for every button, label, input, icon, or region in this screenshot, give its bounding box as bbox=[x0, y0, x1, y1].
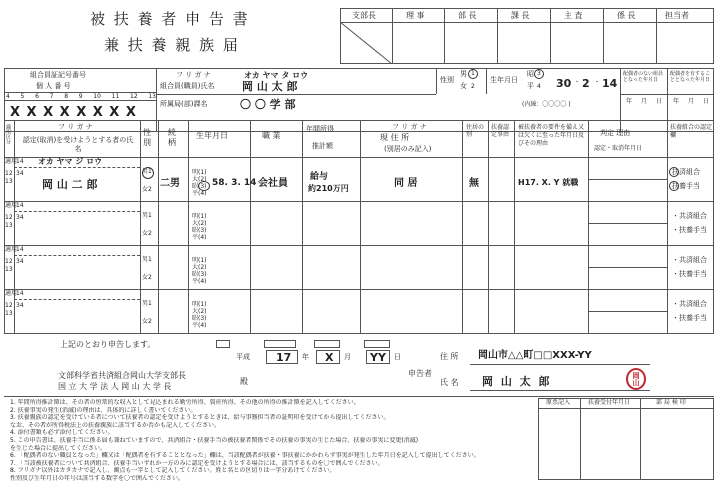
note-item: 6. 「配偶者のない職員となった」欄又は「配偶者を有することとなった」欄は、当該配偶者が扶養・事扶養にかかわらず事実が発生した年月日を記入して提出してください。 bbox=[10, 452, 480, 460]
birth-era-codes: 明(1) 大(2) 昭(3) 平(4) bbox=[192, 213, 207, 241]
birth-year-dot: ・ bbox=[574, 79, 581, 86]
member-number-label: 組合員証記号番号 bbox=[30, 71, 86, 79]
address-value: 岡山市△△町□□XXX-YY bbox=[478, 350, 592, 361]
note-item: 3. 扶養親族の認定を受けている者について扶養者の認定を受けようとするときは、給与事務担当者の証明印を受けてから提出してください。 bbox=[10, 414, 390, 422]
member-birth-day: 14 bbox=[602, 77, 618, 90]
judge-subdivider bbox=[588, 267, 667, 268]
addressee-line1: 文部科学省共済組合岡山大学支部長 bbox=[58, 371, 186, 380]
era-selected-circle bbox=[198, 181, 210, 191]
declaration-text: 上記のとおり申告します。 bbox=[60, 340, 156, 349]
spouse-b-month: 月 bbox=[688, 98, 695, 105]
gender-female-code: 2 bbox=[471, 83, 475, 90]
header-living: 住居の別 bbox=[466, 124, 485, 138]
birth-era-codes: 明(1) 大(2) 昭(3) 平(4) bbox=[192, 169, 207, 197]
form-title-line1: 被 扶 養 者 申 告 書 bbox=[90, 10, 250, 28]
digit-index: 11 bbox=[111, 93, 120, 100]
spouse-a-day: 日 bbox=[656, 98, 663, 105]
spouse-note-a: 配偶者のない組員となった年月日 bbox=[623, 71, 664, 83]
benefit-option-a: ・共済組合 bbox=[672, 300, 707, 308]
name-label: 氏 名 bbox=[440, 378, 459, 387]
digit-index: 12 bbox=[130, 93, 138, 100]
dependent-reason: H17. X. Y 就職 bbox=[518, 178, 579, 187]
member-birth-year: 30 bbox=[556, 77, 572, 90]
footer-box-label: 部 局 検 印 bbox=[656, 399, 686, 406]
benefit-option-a: 扶済組合 bbox=[672, 168, 700, 176]
approval-header-0: 支部長 bbox=[352, 11, 376, 20]
birth-era-codes: 明(1) 大(2) 昭(3) 平(4) bbox=[192, 301, 207, 329]
benefit-option-b: ・扶養手当 bbox=[672, 226, 707, 234]
dependent-relation: 二男 bbox=[160, 178, 180, 189]
date-month: X bbox=[325, 351, 334, 364]
era-heisei: 平 bbox=[527, 82, 534, 90]
row-subdivider bbox=[14, 167, 140, 168]
row-code-b: 12 bbox=[5, 170, 13, 177]
spouse-a-month: 月 bbox=[641, 98, 648, 105]
header-benefit: 扶養組合の認定欄 bbox=[670, 124, 713, 139]
row-code-c: 13 bbox=[5, 178, 13, 185]
digit-index: 13 bbox=[148, 93, 156, 100]
member-name: 岡 山 太 郎 bbox=[242, 80, 298, 93]
date-month-unit: 月 bbox=[344, 353, 351, 361]
header-address-sub: (別居のみ記入) bbox=[384, 145, 432, 153]
benefit-selected-circle-b bbox=[669, 181, 679, 191]
benefit-option-b: ・扶養手当 bbox=[672, 314, 707, 322]
footer-box-label: 扶養受付年月日 bbox=[588, 399, 631, 406]
digit-index: 4 bbox=[6, 93, 10, 100]
judge-subdivider bbox=[588, 311, 667, 312]
personal-seal bbox=[626, 368, 646, 390]
header-birth: 生年月日 bbox=[196, 131, 228, 140]
judge-subdivider bbox=[588, 223, 667, 224]
header-name: 認定(取消)を受けようとする者の氏名 bbox=[22, 136, 134, 153]
digit-index: 6 bbox=[35, 93, 39, 100]
birth-era-codes: 明(1) 大(2) 昭(3) 平(4) bbox=[192, 257, 207, 285]
benefit-option-a: ・共済組合 bbox=[672, 256, 707, 264]
gender-male-code: 1 bbox=[471, 70, 475, 77]
judge-subdivider bbox=[588, 179, 667, 180]
form-title-line2: 兼 扶 養 親 族 届 bbox=[104, 36, 240, 54]
row-code-b: 12 bbox=[5, 258, 13, 265]
member-furigana: オカ ヤマ タ ロウ bbox=[244, 71, 309, 80]
header-address: 現 住 所 bbox=[380, 133, 410, 142]
header-job: 職 業 bbox=[262, 131, 281, 140]
dependent-address: 同 居 bbox=[394, 178, 418, 189]
digit-index-row bbox=[6, 93, 156, 100]
addressee-suffix: 殿 bbox=[240, 377, 248, 386]
era-showa: 昭 bbox=[527, 70, 534, 78]
row-code-a: 14 bbox=[16, 202, 24, 209]
row-code-c: 13 bbox=[5, 310, 13, 317]
benefit-selected-circle-a bbox=[669, 167, 679, 177]
date-year: 17 bbox=[276, 351, 292, 364]
gender-female-option: 女2 bbox=[142, 230, 152, 237]
header-other: 扶養認定事由 bbox=[491, 124, 510, 138]
approval-header-1: 理 事 bbox=[406, 11, 425, 20]
row-subdivider bbox=[14, 255, 140, 256]
member-birth-month: 2 bbox=[582, 77, 590, 90]
dependent-job: 会社員 bbox=[258, 178, 288, 189]
row-subdivider bbox=[14, 299, 140, 300]
gender-female-option: 女2 bbox=[142, 318, 152, 325]
note-item: 7. 「当該被扶養者について共済組合、扶養手当いずれか一方のみに認定を受けようとする場合には、該当するものを〇で囲んでください。 bbox=[10, 459, 384, 467]
member-number-value: X X X X X X X X bbox=[10, 105, 137, 120]
approval-header-2: 部 長 bbox=[458, 11, 477, 20]
spouse-b-day: 日 bbox=[703, 98, 710, 105]
personal-number-label: 個 人 番 号 bbox=[36, 82, 71, 90]
row-type-label: 適用 bbox=[5, 290, 18, 297]
extension-label: (内線：〇〇〇〇 ) bbox=[522, 101, 571, 108]
row-divider bbox=[4, 289, 714, 290]
header-gender: 性別 bbox=[143, 128, 151, 147]
row-divider bbox=[4, 201, 714, 202]
gender-female-option: 女2 bbox=[142, 186, 152, 193]
note-item: を生じた場合に提出してください。 bbox=[10, 444, 107, 452]
note-item: なお、その者が所得税法上の扶養親族に該当するか否かも記入してください。 bbox=[10, 421, 221, 429]
date-code-box-4 bbox=[364, 340, 390, 348]
spouse-a-year: 年 bbox=[626, 98, 633, 105]
row-code-a: 14 bbox=[16, 158, 24, 165]
approval-header-3: 課 長 bbox=[511, 11, 530, 20]
seal-text: 岡山 bbox=[632, 372, 640, 386]
dependent-income-label: 給与 bbox=[310, 172, 329, 182]
addressee-line2: 国 立 大 学 法 人 岡 山 大 学 長 bbox=[58, 382, 172, 391]
date-code-box-2 bbox=[264, 340, 296, 348]
gender-male: 男 bbox=[460, 70, 467, 78]
member-furigana-label: フ リ ガ ナ bbox=[176, 71, 211, 79]
row-subdivider bbox=[14, 211, 140, 212]
footer-box-label: 原票記入 bbox=[546, 399, 571, 406]
date-code-box-1 bbox=[216, 340, 230, 348]
row-divider bbox=[4, 245, 714, 246]
dept-value: 〇 〇 学 部 bbox=[240, 98, 296, 111]
row-code-b: 12 bbox=[5, 214, 13, 221]
header-income-sub: 推計額 bbox=[312, 142, 333, 150]
row-type-label: 適用 bbox=[5, 246, 18, 253]
header-relation: 続柄 bbox=[168, 128, 176, 147]
era-code: 3 bbox=[537, 70, 541, 77]
gender-female: 女 bbox=[460, 82, 467, 90]
gender-male-option: 男1 bbox=[142, 168, 152, 175]
gender-label: 性別 bbox=[440, 76, 454, 84]
dept-label: 所属局(部)課名 bbox=[160, 100, 208, 108]
header-reason: 被扶養者の要件を備え又は欠くに至った年月日及びその理由 bbox=[518, 124, 585, 147]
gender-selected-circle bbox=[142, 167, 154, 179]
notes-list bbox=[10, 399, 534, 483]
row-code-d: 34 bbox=[16, 170, 24, 177]
digit-index: 9 bbox=[78, 93, 83, 100]
date-day: YY bbox=[370, 351, 386, 364]
row-type-label: 適用 bbox=[5, 202, 18, 209]
address-label: 住 所 bbox=[440, 352, 459, 361]
era-code-heisei: 4 bbox=[537, 83, 541, 90]
note-item: 性別及び生年月日の年号は該当する数字を〇で囲んでください。 bbox=[10, 474, 185, 482]
gender-male-option: 男1 bbox=[142, 300, 152, 307]
note-item: 4. 添付書類も必ず添付してください。 bbox=[10, 429, 114, 437]
date-code-box-3 bbox=[314, 340, 340, 348]
row-code-b: 12 bbox=[5, 302, 13, 309]
applicant-label: 申告者 bbox=[408, 369, 432, 378]
note-item: 1. 年間所得推計額は、その者の恒常的な収入として見込まれる勤労所得、資産所得、その他の所得の推計額を記入してください。 bbox=[10, 399, 360, 406]
row-code-d: 34 bbox=[16, 302, 24, 309]
digit-index: 10 bbox=[93, 93, 101, 100]
note-item: 2. 扶養事実の発生(消滅)の理由は、具体的に詳しく書いてください。 bbox=[10, 406, 197, 414]
dependent-birth-date: 58. 3. 14 bbox=[212, 178, 257, 188]
footer-box-frame bbox=[538, 398, 714, 480]
row-code-a: 14 bbox=[16, 290, 24, 297]
approval-header-6: 担当者 bbox=[665, 11, 689, 20]
row-code-d: 34 bbox=[16, 258, 24, 265]
digit-index: 8 bbox=[64, 93, 69, 100]
gender-male-option: 男1 bbox=[142, 256, 152, 263]
birth-month-dot: ・ bbox=[594, 79, 601, 86]
digit-index: 7 bbox=[49, 93, 54, 100]
benefit-option-b: 扶養手当 bbox=[672, 182, 700, 190]
spouse-b-year: 年 bbox=[673, 98, 680, 105]
gender-male-option: 男1 bbox=[142, 212, 152, 219]
dependent-name: 岡 山 二 郎 bbox=[42, 178, 98, 191]
approval-header-5: 係 長 bbox=[617, 11, 636, 20]
spouse-note-b: 配偶者を有することとなった年月日 bbox=[670, 71, 711, 83]
benefit-option-a: ・共済組合 bbox=[672, 212, 707, 220]
member-name-label: 組合員(職員)氏名 bbox=[160, 82, 215, 90]
dependent-living: 無 bbox=[469, 178, 479, 189]
row-code-a: 14 bbox=[16, 246, 24, 253]
gender-female-option: 女2 bbox=[142, 274, 152, 281]
dependent-furigana: オカ ヤマ ジ ロウ bbox=[38, 157, 103, 166]
digit-index: 5 bbox=[20, 93, 25, 100]
note-item: 5. この申告書は、扶養手当に係る届も兼ねていますので、共済組合・扶養手当の被扶養者関係でその扶養の事実の生じた場合、扶養の事実に変更(消滅) bbox=[10, 436, 419, 444]
header-furigana: フ リ ガ ナ bbox=[58, 123, 93, 131]
applicant-name: 岡 山 太 郎 bbox=[482, 375, 552, 388]
date-year-unit: 年 bbox=[302, 353, 309, 361]
date-era: 平成 bbox=[236, 353, 250, 361]
date-day-unit: 日 bbox=[394, 353, 401, 361]
dependent-income: 約210万円 bbox=[308, 184, 349, 193]
row-code-d: 34 bbox=[16, 214, 24, 221]
approval-diagonal bbox=[340, 22, 392, 64]
benefit-option-b: ・扶養手当 bbox=[672, 270, 707, 278]
row-code-c: 13 bbox=[5, 222, 13, 229]
header-address-furigana: フ リ ガ ナ bbox=[392, 123, 427, 131]
member-birth-label: 生年月日 bbox=[490, 76, 518, 84]
header-income: 年間所得 bbox=[306, 125, 334, 133]
header-type: 適用区分 bbox=[5, 124, 11, 144]
header-judge: 判定 理由 bbox=[600, 129, 631, 137]
row-code-c: 13 bbox=[5, 266, 13, 273]
header-judge-sub: 認定・取消年月日 bbox=[594, 145, 643, 152]
row-type-label: 適用 bbox=[5, 158, 18, 165]
note-item: 8. フリガナ以外はカタカナで記入し、濁点も一字として記入してください。姓と名との区切りは一字分あけてください。 bbox=[10, 467, 336, 475]
approval-header-4: 主 査 bbox=[564, 11, 583, 20]
